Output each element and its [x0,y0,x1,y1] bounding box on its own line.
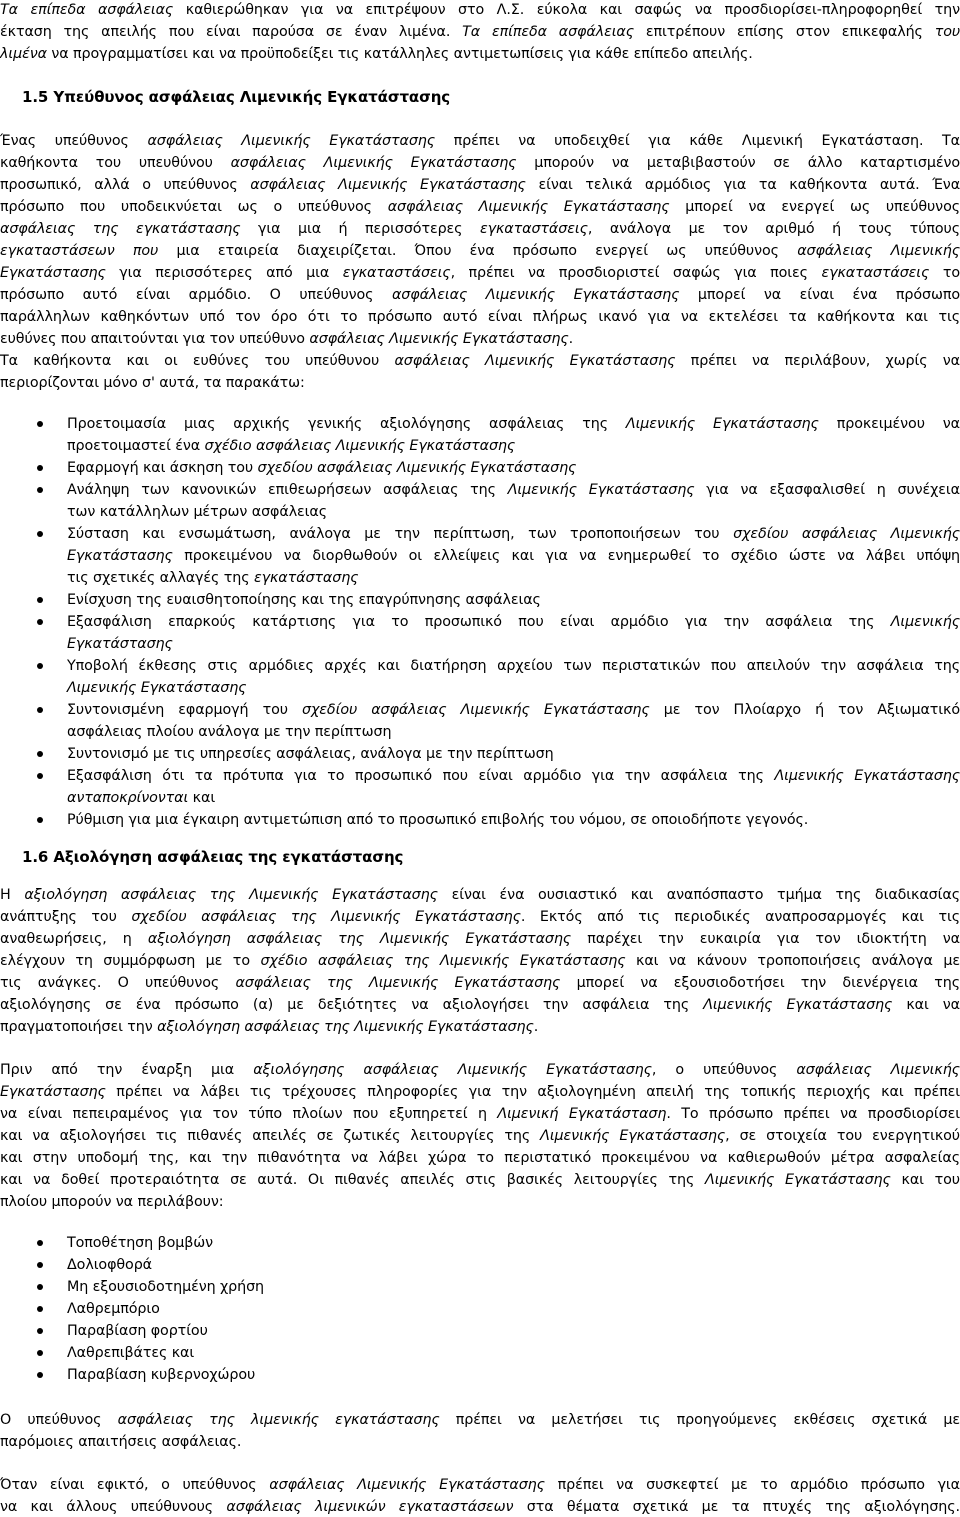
text-run: Τα καθήκοντα και οι ευθύνες του υπεύθυνου [0,353,394,369]
bullet-icon [37,421,43,427]
text-line [22,847,622,868]
term-italic: ασφάλειας Λιμενικής Εγκατάστασης [309,331,568,347]
term-italic: ασφάλειας Λιμενικής Εγκατάστασης [231,155,517,171]
text-run: μπορεί να εξουσιοδοτήσει την διενέργεια της [560,975,960,991]
text-run: και να δοθεί προτεραιότητα σε αυτά. Οι πιθανές απειλές στις βασικές λειτουργίες της [0,1172,705,1188]
bullet-icon [37,531,43,537]
text-run: πρέπει να λάβει τις τρέχουσες πληροφορίες για την αξιολογημένη απειλή της τοπικής περιοχής και πρέπει [106,1084,960,1100]
term-italic: του [935,24,960,40]
text-line [67,458,627,478]
text-run: να και άλλους υπεύθυνους [0,1499,226,1515]
text-line [67,436,567,456]
term-italic: Λιμενικής Εγκατάστασης [508,482,695,498]
text-line [0,131,960,151]
text-run: πρόσωπο που υποδεικνύεται ως ο υπεύθυνος [0,199,388,215]
text-line [0,1432,400,1452]
term-italic: ασφάλειας λιμενικών εγκαταστάσεων [226,1499,513,1515]
text-run: των κατάλληλων μέτρων ασφάλειας [67,504,327,520]
text-line [0,1497,960,1517]
term-italic: Λιμενικής Εγκατάστασης [705,1172,891,1188]
bullet-icon [37,1372,43,1378]
term-italic: λιμένα [0,46,47,62]
text-run: το [929,265,960,281]
text-run: με τον Πλοίαρχο ή τον Αξιωματικό [650,702,960,718]
term-italic: ασφάλειας Λιμενικής Εγκατάστασης [388,199,670,215]
text-line [67,502,367,522]
term-italic: Λιμενικής Εγκατάστασης [626,416,819,432]
text-run: Συντονισμό με τις υπηρεσίες ασφάλειας, ανάλογα με την περίπτωση [67,746,554,762]
text-line [0,1170,960,1190]
text-run: παράλληλων καθηκόντων υπό τον όρο ότι το πρόσωπο αυτό είναι πλήρως ικανό για να εκτελέσει τα καθήκοντα και τις [0,309,960,325]
term-italic: Τα επίπεδα ασφάλειας [0,2,173,18]
text-run: επιτρέπουν επίσης στον επικεφαλής [634,24,935,40]
text-line [67,788,267,808]
text-run: πρόσωπο αυτό είναι αρμόδιο. Ο υπεύθυνος [0,287,392,303]
text-run: Παραβίαση φορτίου [67,1323,208,1339]
text-run: Εφαρμογή και άσκηση του [67,460,258,476]
text-run: Τοποθέτηση βομβών [67,1235,213,1251]
text-run: Μη εξουσιοδοτημένη χρήση [67,1279,264,1295]
text-run: και [188,790,215,806]
text-run: Ενίσχυση της ευαισθητοποίησης και της επαγρύπνησης ασφάλειας [67,592,541,608]
text-run: είναι ένα ουσιαστικό και αναπόσπαστο τμήμα της διαδικασίας [438,887,960,903]
text-run: ελέγχουν τη συμμόρφωση με το [0,953,260,969]
text-run: Πριν από την έναρξη μια [0,1062,253,1078]
text-line [0,197,960,217]
text-run: , ο υπεύθυνος [652,1062,796,1078]
bullet-icon [37,1350,43,1356]
text-line [67,1255,367,1275]
text-line [0,1126,960,1146]
text-run: στα θέματα σχετικά με τα πτυχές της αξιολόγησης. [513,1499,960,1515]
term-italic: Λιμενικής Εγκατάστασης [540,1128,725,1144]
term-italic: εγκαταστάσεις [821,265,929,281]
term-italic: Λιμενική Εγκατάσταση [497,1106,666,1122]
text-run: Εξασφάλιση ότι τα πρότυπα για το προσωπικό που είναι αρμόδιο για την ασφάλεια της [67,768,774,784]
term-italic: εγκαταστάσεις [343,265,451,281]
text-run: . Εκτός από τις περιοδικές αναπροσαρμογές και τις [521,909,960,925]
term-italic: αξιολόγηση ασφάλειας της Λιμενικής Εγκατάστασης [157,1019,534,1035]
text-line [0,951,960,971]
text-line [0,1082,960,1102]
text-line [0,307,960,327]
text-run: . [534,1019,538,1035]
text-run: καθιερώθηκαν για να επιτρέψουν στο Λ.Σ. εύκολα και σαφώς να προσδιορίσει-πληροφορηθεί την [173,2,960,18]
text-run: Ανάληψη των κανονικών επιθεωρήσεων ασφάλειας της [67,482,508,498]
text-run: . [569,331,573,347]
text-line [0,1017,640,1037]
text-run: Ένας υπεύθυνος [0,133,147,149]
text-run: είναι τελικά αρμόδιος για τα καθήκοντα αυτά. Ένα [526,177,960,193]
text-run: Ο υπεύθυνος [0,1412,118,1428]
text-line [67,480,960,500]
text-line [67,1321,367,1341]
text-run: προκειμένου να [819,416,960,432]
text-line [0,0,960,20]
text-line [67,810,887,830]
text-line [0,907,960,927]
section-heading: 1.6 Αξιολόγηση ασφάλειας της εγκατάστασης [22,848,403,866]
bullet-icon [37,1262,43,1268]
text-run: Παραβίαση κυβερνοχώρου [67,1367,255,1383]
term-italic: σχέδιο ασφάλειας της Λιμενικής Εγκατάστασης [260,953,625,969]
text-line [67,546,960,566]
text-line [0,219,960,239]
text-line [67,1365,367,1385]
term-italic: εγκαταστάσεων που [0,243,158,259]
bullet-icon [37,619,43,625]
text-line [0,1104,960,1124]
text-line [67,612,960,632]
text-line [67,568,417,588]
text-run: να είναι πεπειραμένος για τον τύπο πλοίων που εξυπηρετεί η [0,1106,497,1122]
text-run: ανάπτυξης του [0,909,131,925]
text-line [67,634,267,654]
term-italic: σχέδιο ασφάλειας Λιμενικής Εγκατάστασης [205,438,516,454]
text-line [67,414,960,434]
text-line [0,241,960,261]
term-italic: σχεδίου ασφάλειας της Λιμενικής Εγκατάστασης [131,909,521,925]
term-italic: ασφάλειας της εγκατάστασης [0,221,241,237]
bullet-icon [37,1328,43,1334]
text-run: Εξασφάλιση επαρκούς κατάρτισης για το προσωπικό που είναι αρμόδιο για την ασφάλεια της [67,614,891,630]
text-run: και να κάνουν τροποποιήσεις ανάλογα με [626,953,960,969]
text-run: πρέπει να υποδειχθεί για κάθε Λιμενική Εγκατάσταση. Τα [435,133,960,149]
text-run: Προετοιμασία μιας αρχικής γενικής αξιολόγησης ασφάλειας της [67,416,626,432]
text-line [67,1299,367,1319]
term-italic: ασφάλειας της Λιμενικής Εγκατάστασης [235,975,560,991]
term-italic: σχεδίου ασφάλειας Λιμενικής [733,526,960,542]
text-run: πρέπει να μελετήσει τις προηγούμενες εκθέσεις σχετικά με [440,1412,960,1428]
bullet-icon [37,1240,43,1246]
text-run: καθήκοντα του υπευθύνου [0,155,231,171]
term-italic: αξιολόγηση ασφάλειας της Λιμενικής Εγκατάστασης [24,887,438,903]
text-run: για να εξασφαλισθεί η συνέχεια [695,482,960,498]
text-run: Όταν είναι εφικτό, ο υπεύθυνος [0,1477,269,1493]
text-run: και να [892,997,960,1013]
text-run: αναθεωρήσεις, η [0,931,148,947]
term-italic: ασφάλειας Λιμενικής Εγκατάστασης [394,353,675,369]
text-run: περιορίζονται μόνο σ' αυτά, τα παρακάτω: [0,375,305,391]
term-italic: Λιμενικής Εγκατάστασης [774,768,960,784]
text-line [0,1060,960,1080]
text-line [67,590,667,610]
text-line [0,351,960,371]
term-italic: ασφάλειας Λιμενικής Εγκατάστασης [392,287,679,303]
text-line [0,1192,300,1212]
text-run: προσωπικό, αλλά ο υπεύθυνος [0,177,250,193]
text-run: παρόμοιες απαιτήσεις ασφάλειας. [0,1434,241,1450]
text-run: Δολιοφθορά [67,1257,152,1273]
text-line [0,175,960,195]
text-line [67,678,267,698]
term-italic: Εγκατάστασης [67,636,173,652]
text-run: , ανάλογα με τον αριθμό ή τους τύπους [588,221,960,237]
term-italic: Τα επίπεδα ασφάλειας [462,24,634,40]
term-italic: ασφάλειας Λιμενικής [796,1062,960,1078]
term-italic: Εγκατάστασης [0,1084,106,1100]
bullet-icon [37,1306,43,1312]
text-run: πραγματοποιήσει την [0,1019,157,1035]
text-line [67,744,667,764]
text-run: και στην υποδομή της, και την πιθανότητα να λάβει χώρα το περιστατικό προκειμένου να καθιερωθούν μέτρα ασφαλείας [0,1150,960,1166]
text-run: παρέχει την ευκαιρία για τον ιδιοκτήτη να [571,931,960,947]
term-italic: ασφάλειας Λιμενικής Εγκατάστασης [147,133,435,149]
bullet-icon [37,1284,43,1290]
bullet-icon [37,597,43,603]
text-run: αξιολόγησης σε ένα πρόσωπο (α) με δεξιότητες να αξιολογήσει την ασφάλεια της [0,997,703,1013]
text-line [67,766,960,786]
text-line [22,87,622,108]
text-line [0,1475,960,1495]
section-heading: 1.5 Υπεύθυνος ασφάλειας Λιμενικής Εγκατάστασης [22,88,450,106]
term-italic: σχεδίου ασφάλειας Λιμενικής Εγκατάστασης [258,460,577,476]
text-line [0,1148,960,1168]
text-line [0,329,700,349]
bullet-icon [37,465,43,471]
text-run: για περισσότερες από μια [106,265,343,281]
text-line [67,722,467,742]
text-run: μπορεί να είναι ένα πρόσωπο [679,287,960,303]
text-run: και του [891,1172,960,1188]
text-run: μια εταιρεία διαχειρίζεται. Όπου ένα πρόσωπο ενεργεί ως υπεύθυνος [158,243,797,259]
term-italic: ανταποκρίνονται [67,790,188,806]
term-italic: αξιολόγησης ασφάλειας Λιμενικής Εγκατάστασης [253,1062,652,1078]
text-line [67,1343,367,1363]
text-line [67,1233,367,1253]
text-run: Η [0,887,24,903]
bullet-icon [37,707,43,713]
text-run: Σύσταση και ενσωμάτωση, ανάλογα με την περίπτωση, των τροποποιήσεων του [67,526,733,542]
text-line [0,885,960,905]
bullet-icon [37,773,43,779]
bullet-icon [37,487,43,493]
text-run: και να αξιολογήσει τις πιθανές απειλές σε ζωτικές λειτουργίες της [0,1128,540,1144]
text-line [0,263,960,283]
text-line [67,656,960,676]
bullet-icon [37,663,43,669]
text-run: Συντονισμένη εφαρμογή του [67,702,302,718]
text-run: ευθύνες που απαιτούνται για τον υπεύθυνο [0,331,309,347]
text-line [0,44,830,64]
term-italic: Λιμενικής [891,614,960,630]
text-run: μπορεί να ενεργεί ως υπεύθυνος [670,199,960,215]
text-line [67,700,960,720]
text-line [0,973,960,993]
term-italic: Εγκατάστασης [67,548,173,564]
text-run: Υποβολή έκθεσης στις αρμόδιες αρχές και διατήρηση αρχείου των περιστατικών που απειλούν την ασφάλεια της [67,658,960,674]
text-run: . Το πρόσωπο πρέπει να προσδιορίσει [666,1106,960,1122]
term-italic: ασφάλειας της λιμενικής εγκατάστασης [118,1412,440,1428]
text-run: προετοιμαστεί ένα [67,438,205,454]
text-line [0,285,960,305]
text-line [0,22,960,42]
term-italic: ασφάλειας Λιμενικής Εγκατάστασης [250,177,526,193]
text-run: , πρέπει να προσδιοριστεί σαφώς για ποιες [451,265,822,281]
term-italic: εγκατάστασης [254,570,358,586]
text-run: να προγραμματίσει και να προϋποδείξει τις κατάλληλες αντιμετωπίσεις για κάθε επίπεδο απειλής. [47,46,753,62]
text-run: Λαθρεπιβάτες και [67,1345,194,1361]
text-line [0,929,960,949]
text-run: πλοίου μπορούν να περιλάβουν: [0,1194,223,1210]
term-italic: αξιολόγηση ασφάλειας της Λιμενικής Εγκατάστασης [148,931,571,947]
text-run: πρέπει να περιλάβουν, χωρίς να [675,353,960,369]
text-line [67,524,960,544]
text-run: ασφάλειας πλοίου ανάλογα με την περίπτωση [67,724,391,740]
text-line [67,1277,367,1297]
text-line [0,995,960,1015]
text-run: μπορούν να μεταβιβαστούν σε άλλο καταρτισμένο [516,155,960,171]
bullet-icon [37,751,43,757]
text-run: τις σχετικές αλλαγές της [67,570,254,586]
text-run: προκειμένου να διορθωθούν οι ελλείψεις και για να ενημερωθεί το σχέδιο ώστε να λάβει υπόψη [173,548,960,564]
term-italic: Λιμενικής Εγκατάστασης [703,997,892,1013]
text-run: έκταση της απειλής που είναι παρούσα σε έναν λιμένα. [0,24,462,40]
term-italic: σχεδίου ασφάλειας Λιμενικής Εγκατάστασης [302,702,650,718]
term-italic: ασφάλειας Λιμενικής Εγκατάστασης [269,1477,545,1493]
text-line [0,153,960,173]
term-italic: Λιμενικής Εγκατάστασης [67,680,246,696]
text-run: τις ανάγκες. Ο υπεύθυνος [0,975,235,991]
term-italic: εγκαταστάσεις [480,221,588,237]
bullet-icon [37,817,43,823]
term-italic: Εγκατάστασης [0,265,106,281]
text-run: , σε στοιχεία του ενεργητικού [725,1128,960,1144]
text-run: πρέπει να συσκεφτεί με το αρμόδιο πρόσωπο για [545,1477,960,1493]
text-run: για μια ή περισσότερες [241,221,480,237]
text-run: Λαθρεμπόριο [67,1301,160,1317]
text-line [0,1410,960,1430]
text-run: Ρύθμιση για μια έγκαιρη αντιμετώπιση από το προσωπικό επιβολής του νόμου, σε οποιοδήποτε γεγονός. [67,812,808,828]
text-line [0,373,400,393]
term-italic: ασφάλειας Λιμενικής [797,243,960,259]
